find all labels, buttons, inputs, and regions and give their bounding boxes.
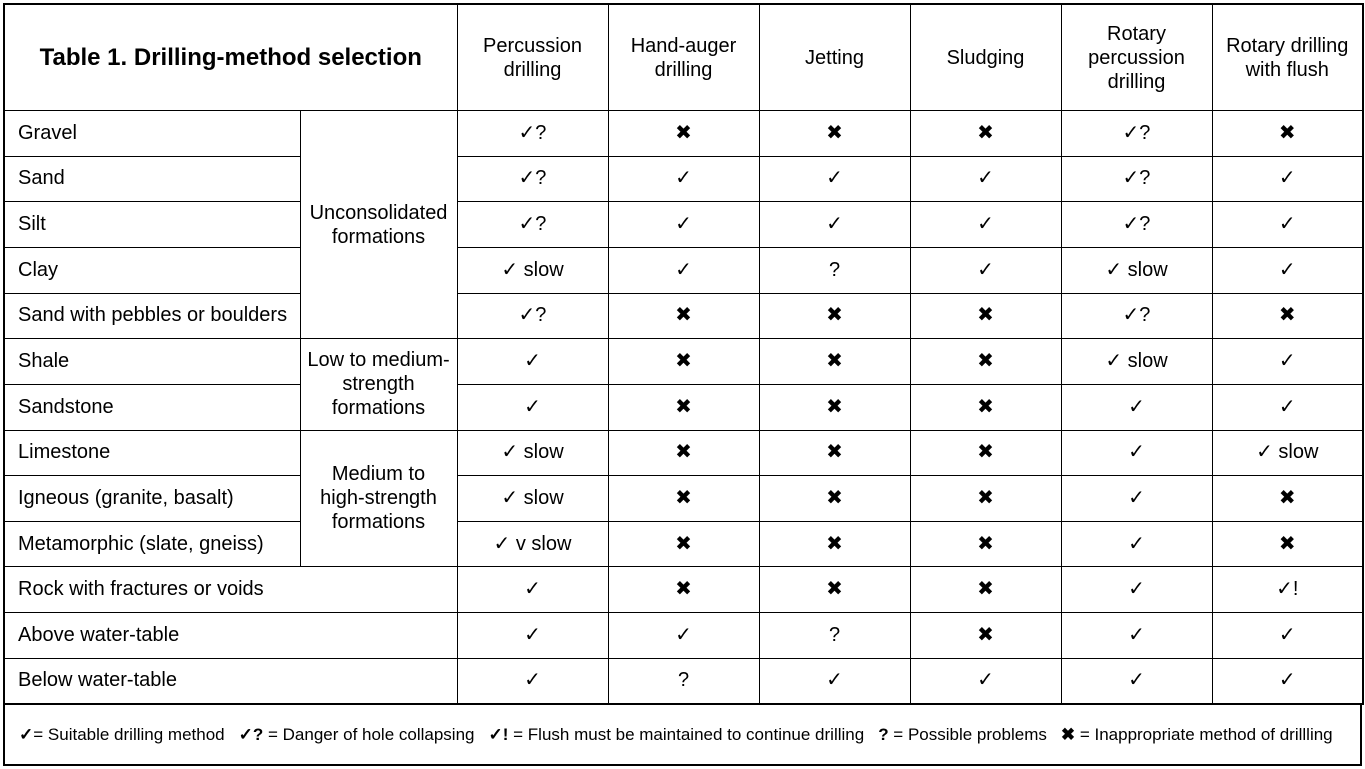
legend-item-flush: ✓! = Flush must be maintained to continue drilling [488, 724, 865, 744]
cell-sludging: ✓ [910, 156, 1061, 202]
cell-percussion: ✓? [457, 202, 608, 248]
row-label: Silt [4, 202, 300, 248]
cell-jetting: ✓ [759, 156, 910, 202]
cell-sludging: ✖ [910, 567, 1061, 613]
cell-rotary-flush: ✓ [1212, 202, 1363, 248]
speed-note: slow [518, 486, 564, 509]
table-row [4, 293, 1363, 339]
check-icon: ✓ [1105, 350, 1123, 373]
column-header-rotary-percussion: Rotary percussion drilling [1061, 4, 1212, 111]
cell-jetting: ✖ [759, 430, 910, 476]
speed-note: slow [1122, 258, 1168, 281]
cell-rotary-percussion: ✓ [1061, 613, 1212, 659]
cell-sludging: ✖ [910, 476, 1061, 522]
cell-jetting: ? [759, 613, 910, 659]
row-label: Below water-table [4, 658, 457, 704]
cell-jetting: ✖ [759, 339, 910, 385]
speed-note: v slow [510, 532, 572, 555]
cell-rotary-percussion [1061, 339, 1212, 385]
table-row [4, 613, 1363, 659]
cell-percussion: ✓ [457, 339, 608, 385]
legend-item-inappropriate: ✖ = Inappropriate method of drillling [1060, 724, 1333, 744]
cell-rotary-percussion: ✓ [1061, 658, 1212, 704]
cell-rotary-flush: ✖ [1212, 111, 1363, 157]
legend-item-possible-problems: ? = Possible problems [878, 724, 1047, 744]
cell-hand-auger: ✖ [608, 384, 759, 430]
cell-hand-auger: ? [608, 658, 759, 704]
column-header-sludging: Sludging [910, 4, 1061, 111]
legend-item-suitable: ✓= Suitable drilling method [19, 724, 225, 744]
cell-sludging: ✖ [910, 339, 1061, 385]
cell-hand-auger: ✓ [608, 613, 759, 659]
cell-jetting: ✖ [759, 567, 910, 613]
cell-sludging: ✖ [910, 521, 1061, 567]
cell-rotary-flush: ✓ [1212, 658, 1363, 704]
table-row [4, 658, 1363, 704]
row-label: Shale [4, 339, 300, 385]
table-row [4, 247, 1363, 293]
cell-jetting: ✓ [759, 202, 910, 248]
cell-percussion [457, 247, 608, 293]
cell-jetting: ✖ [759, 111, 910, 157]
cell-hand-auger: ✓ [608, 156, 759, 202]
cell-hand-auger: ✖ [608, 521, 759, 567]
table-row [4, 339, 1363, 385]
cell-percussion: ✓? [457, 293, 608, 339]
cell-hand-auger: ✖ [608, 111, 759, 157]
table-row [4, 156, 1363, 202]
cell-sludging: ✖ [910, 111, 1061, 157]
row-label: Sand [4, 156, 300, 202]
cell-percussion: ✓ [457, 658, 608, 704]
cell-hand-auger: ✓ [608, 202, 759, 248]
cell-rotary-flush: ✖ [1212, 476, 1363, 522]
cell-rotary-percussion: ✓? [1061, 156, 1212, 202]
cell-percussion: ✓? [457, 156, 608, 202]
check-icon: ✓ [501, 258, 519, 281]
cell-rotary-percussion: ✓? [1061, 111, 1212, 157]
cell-percussion [457, 476, 608, 522]
cell-rotary-flush: ✖ [1212, 293, 1363, 339]
cell-percussion: ✓ [457, 567, 608, 613]
table-title: Table 1. Drilling-method selection [4, 4, 457, 111]
cell-hand-auger: ✖ [608, 476, 759, 522]
cell-rotary-percussion [1061, 247, 1212, 293]
cell-rotary-flush [1212, 430, 1363, 476]
table-row [4, 430, 1363, 476]
cell-hand-auger: ✓ [608, 247, 759, 293]
row-label: Limestone [4, 430, 300, 476]
cell-hand-auger: ✖ [608, 339, 759, 385]
drilling-method-table [3, 3, 1364, 705]
formation-group-label: Low to medium- strength formations [300, 339, 457, 430]
row-label: Gravel [4, 111, 300, 157]
check-icon: ✓ [1256, 441, 1273, 464]
cell-rotary-flush: ✓ [1212, 339, 1363, 385]
check-icon: ✓ [501, 486, 519, 509]
cell-percussion: ✓? [457, 111, 608, 157]
formation-group-label: Medium to high-strength formations [300, 430, 457, 567]
header-row [4, 4, 1363, 111]
cell-rotary-flush: ✓ [1212, 156, 1363, 202]
cell-sludging: ✖ [910, 384, 1061, 430]
row-label: Clay [4, 247, 300, 293]
cell-rotary-flush: ✓! [1212, 567, 1363, 613]
cell-jetting: ? [759, 247, 910, 293]
table-row [4, 567, 1363, 613]
speed-note: slow [1122, 350, 1168, 373]
cell-jetting: ✖ [759, 476, 910, 522]
speed-note: slow [518, 258, 564, 281]
cell-rotary-flush: ✓ [1212, 384, 1363, 430]
table-row [4, 111, 1363, 157]
table-row [4, 384, 1363, 430]
cell-sludging: ✓ [910, 658, 1061, 704]
check-icon: ✓ [1105, 258, 1123, 281]
cell-rotary-percussion: ✓ [1061, 430, 1212, 476]
row-label: Igneous (granite, basalt) [4, 476, 300, 522]
cell-hand-auger: ✖ [608, 430, 759, 476]
cell-jetting: ✖ [759, 384, 910, 430]
cell-sludging: ✖ [910, 613, 1061, 659]
check-icon: ✓ [501, 441, 519, 464]
cell-percussion [457, 521, 608, 567]
column-header-rotary-flush: Rotary drilling with flush [1212, 4, 1363, 111]
cell-rotary-percussion: ✓ [1061, 567, 1212, 613]
legend [3, 705, 1362, 766]
column-header-hand-auger: Hand-auger drilling [608, 4, 759, 111]
row-label: Rock with fractures or voids [4, 567, 457, 613]
table-row [4, 521, 1363, 567]
cell-rotary-percussion: ✓? [1061, 202, 1212, 248]
cell-hand-auger: ✖ [608, 567, 759, 613]
cell-percussion [457, 430, 608, 476]
cell-rotary-percussion: ✓ [1061, 384, 1212, 430]
row-label: Metamorphic (slate, gneiss) [4, 521, 300, 567]
cell-rotary-flush: ✖ [1212, 521, 1363, 567]
cell-rotary-flush: ✓ [1212, 613, 1363, 659]
cell-sludging: ✖ [910, 430, 1061, 476]
cell-sludging: ✓ [910, 202, 1061, 248]
cell-jetting: ✖ [759, 293, 910, 339]
table-row [4, 476, 1363, 522]
cell-percussion: ✓ [457, 384, 608, 430]
cell-sludging: ✖ [910, 293, 1061, 339]
cell-jetting: ✓ [759, 658, 910, 704]
cell-hand-auger: ✖ [608, 293, 759, 339]
cell-percussion: ✓ [457, 613, 608, 659]
table-row [4, 202, 1363, 248]
cell-rotary-percussion: ✓ [1061, 521, 1212, 567]
cell-rotary-flush: ✓ [1212, 247, 1363, 293]
cell-jetting: ✖ [759, 521, 910, 567]
cell-rotary-percussion: ✓? [1061, 293, 1212, 339]
formation-group-label: Unconsolidated formations [300, 111, 457, 339]
row-label: Sand with pebbles or boulders [4, 293, 300, 339]
cell-rotary-percussion: ✓ [1061, 476, 1212, 522]
row-label: Sandstone [4, 384, 300, 430]
speed-note: slow [518, 441, 564, 464]
legend-item-collapsing: ✓? = Danger of hole collapsing [238, 724, 475, 744]
speed-note: slow [1272, 441, 1319, 464]
row-label: Above water-table [4, 613, 457, 659]
cell-sludging: ✓ [910, 247, 1061, 293]
column-header-jetting: Jetting [759, 4, 910, 111]
column-header-percussion: Percussion drilling [457, 4, 608, 111]
check-icon: ✓ [493, 532, 511, 555]
